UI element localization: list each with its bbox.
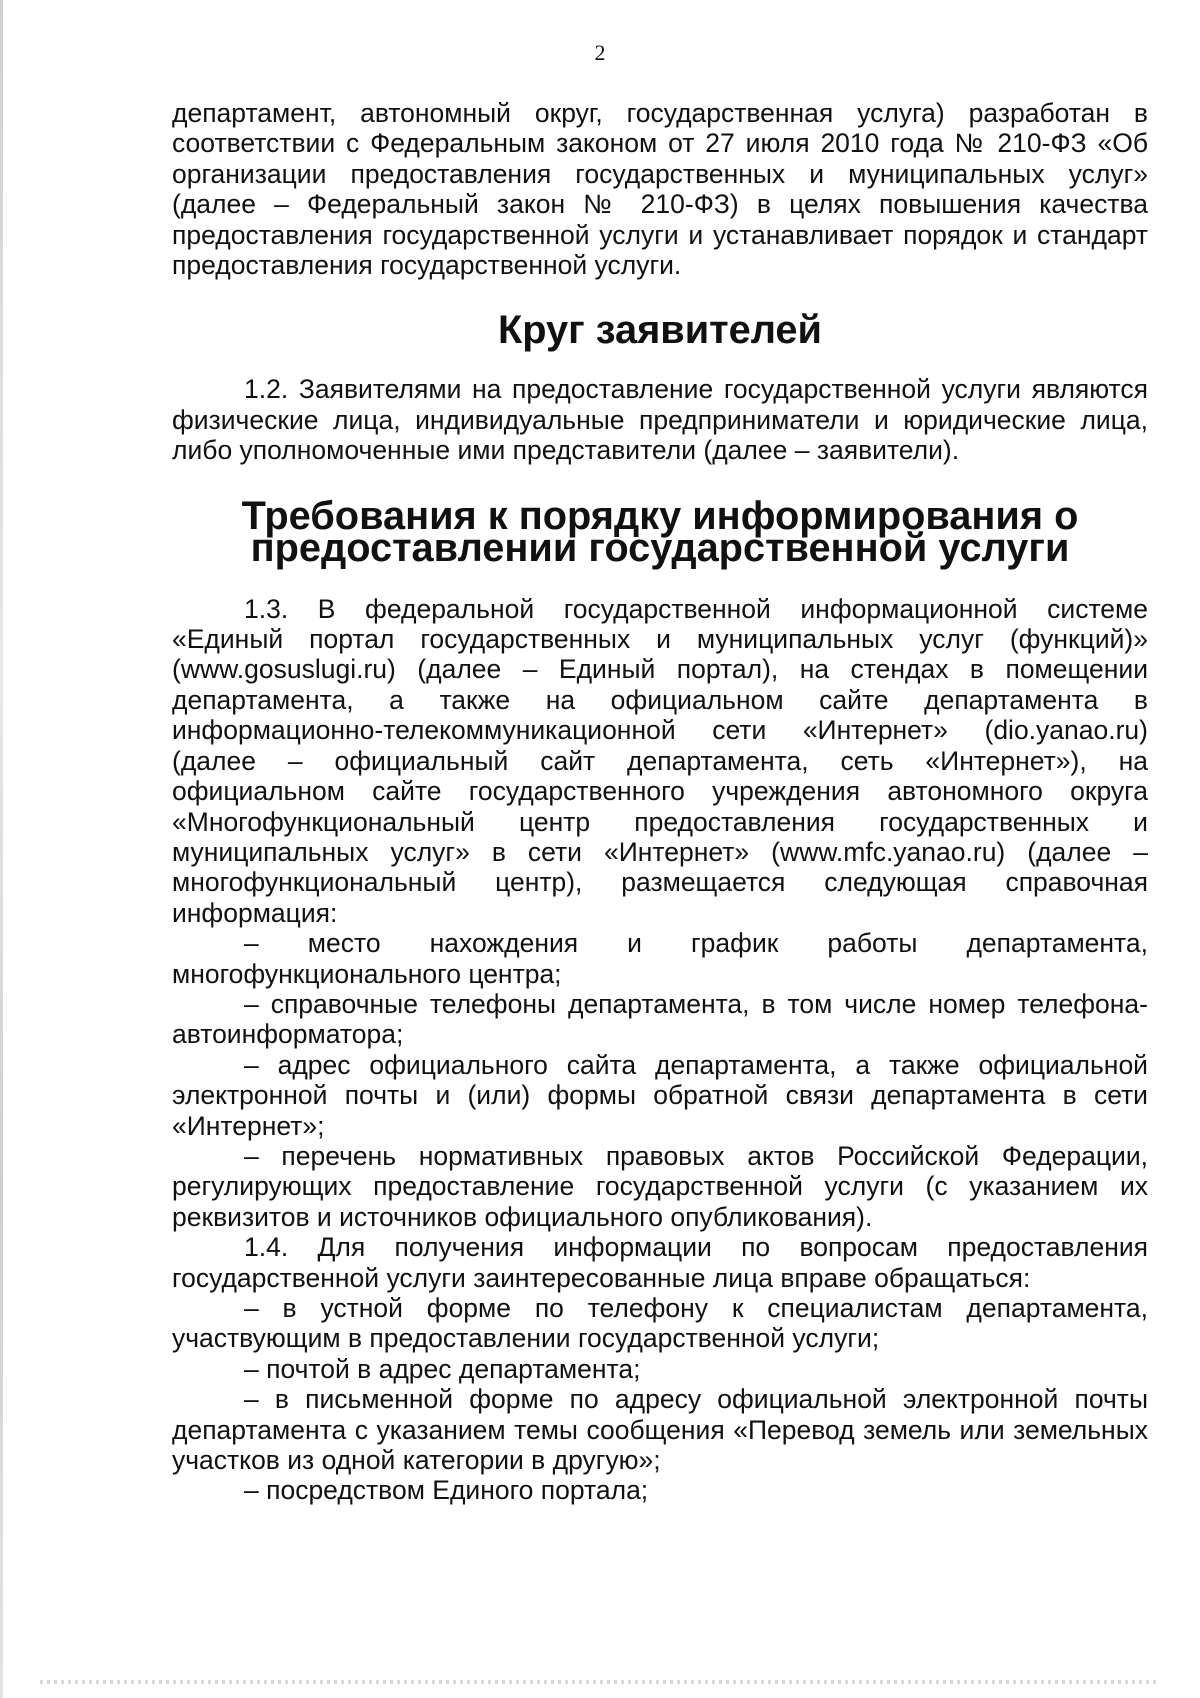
paragraph: – перечень нормативных правовых актов Российской Федерации, регулирующих предоставление государственной услуги (с указанием их реквизитов и источников официального опубликования). xyxy=(172,1140,1148,1232)
paragraph: – почтой в адрес департамента; xyxy=(244,1353,641,1384)
section-heading: Круг заявителей xyxy=(498,308,822,353)
paragraph: – посредством Единого портала; xyxy=(244,1475,649,1506)
document-body xyxy=(172,98,1148,1506)
paragraph: – в устной форме по телефону к специалистам департамента, участвующим в предоставлении государственной услуги; xyxy=(172,1293,1148,1354)
paragraph: – место нахождения и график работы департамента, многофункционального центра; xyxy=(172,928,1148,989)
paragraph: 1.4. Для получения информации по вопросам предоставления государственной услуги заинтересованные лица вправе обращаться: xyxy=(172,1232,1148,1293)
scan-left-edge xyxy=(0,0,3,1698)
paragraph: – адрес официального сайта департамента, а также официальной электронной почты и (или) формы обратной связи департамента в сети «Интернет»; xyxy=(172,1049,1148,1141)
section-heading: Требования к порядку информирования о предоставлении государственной услуги xyxy=(241,493,1079,570)
paragraph: – в письменной форме по адресу официальной электронной почты департамента с указанием темы сообщения «Перевод земель или земельных участков из одной категории в другую»; xyxy=(172,1384,1148,1476)
paragraph: – справочные телефоны департамента, в том числе номер телефона-автоинформатора; xyxy=(172,988,1148,1050)
paragraph: 1.2. Заявителями на предоставление государственной услуги являются физические лица, индивидуальные предприниматели и юридические лица, либо уполномоченные ими представители (далее – заявители). xyxy=(172,374,1148,466)
page-number: 2 xyxy=(594,40,606,65)
paragraph: департамент, автономный округ, государственная услуга) разработан в соответствии с Федеральным законом от 27 июля 2010 года № 210-ФЗ «Об организации предоставления государственных и муниципальных услуг» (далее – Федеральный закон № 210-ФЗ) в целях повышения качества предоставления государственной услуги и устанавливает порядок и стандарт предоставления государственной услуги. xyxy=(172,98,1148,281)
paragraph: 1.3. В федеральной государственной информационной системе «Единый портал государственных и муниципальных услуг (функций)» (www.gosuslugi.ru) (далее – Единый портал), на стендах в помещении департамента, а также на официальном сайте департамента в информационно-телекоммуникационной сети «Интернет» (dio.yanao.ru) (далее – официальный сайт департамента, сеть «Интернет»), на официальном сайте государственного учреждения автономного округа «Многофункциональный центр предоставления государственных и муниципальных услуг» в сети «Интернет» (www.mfc.yanao.ru) (далее – многофункциональный центр), размещается следующая справочная информация: xyxy=(172,593,1148,928)
scan-bottom-artifact xyxy=(40,1680,1160,1684)
